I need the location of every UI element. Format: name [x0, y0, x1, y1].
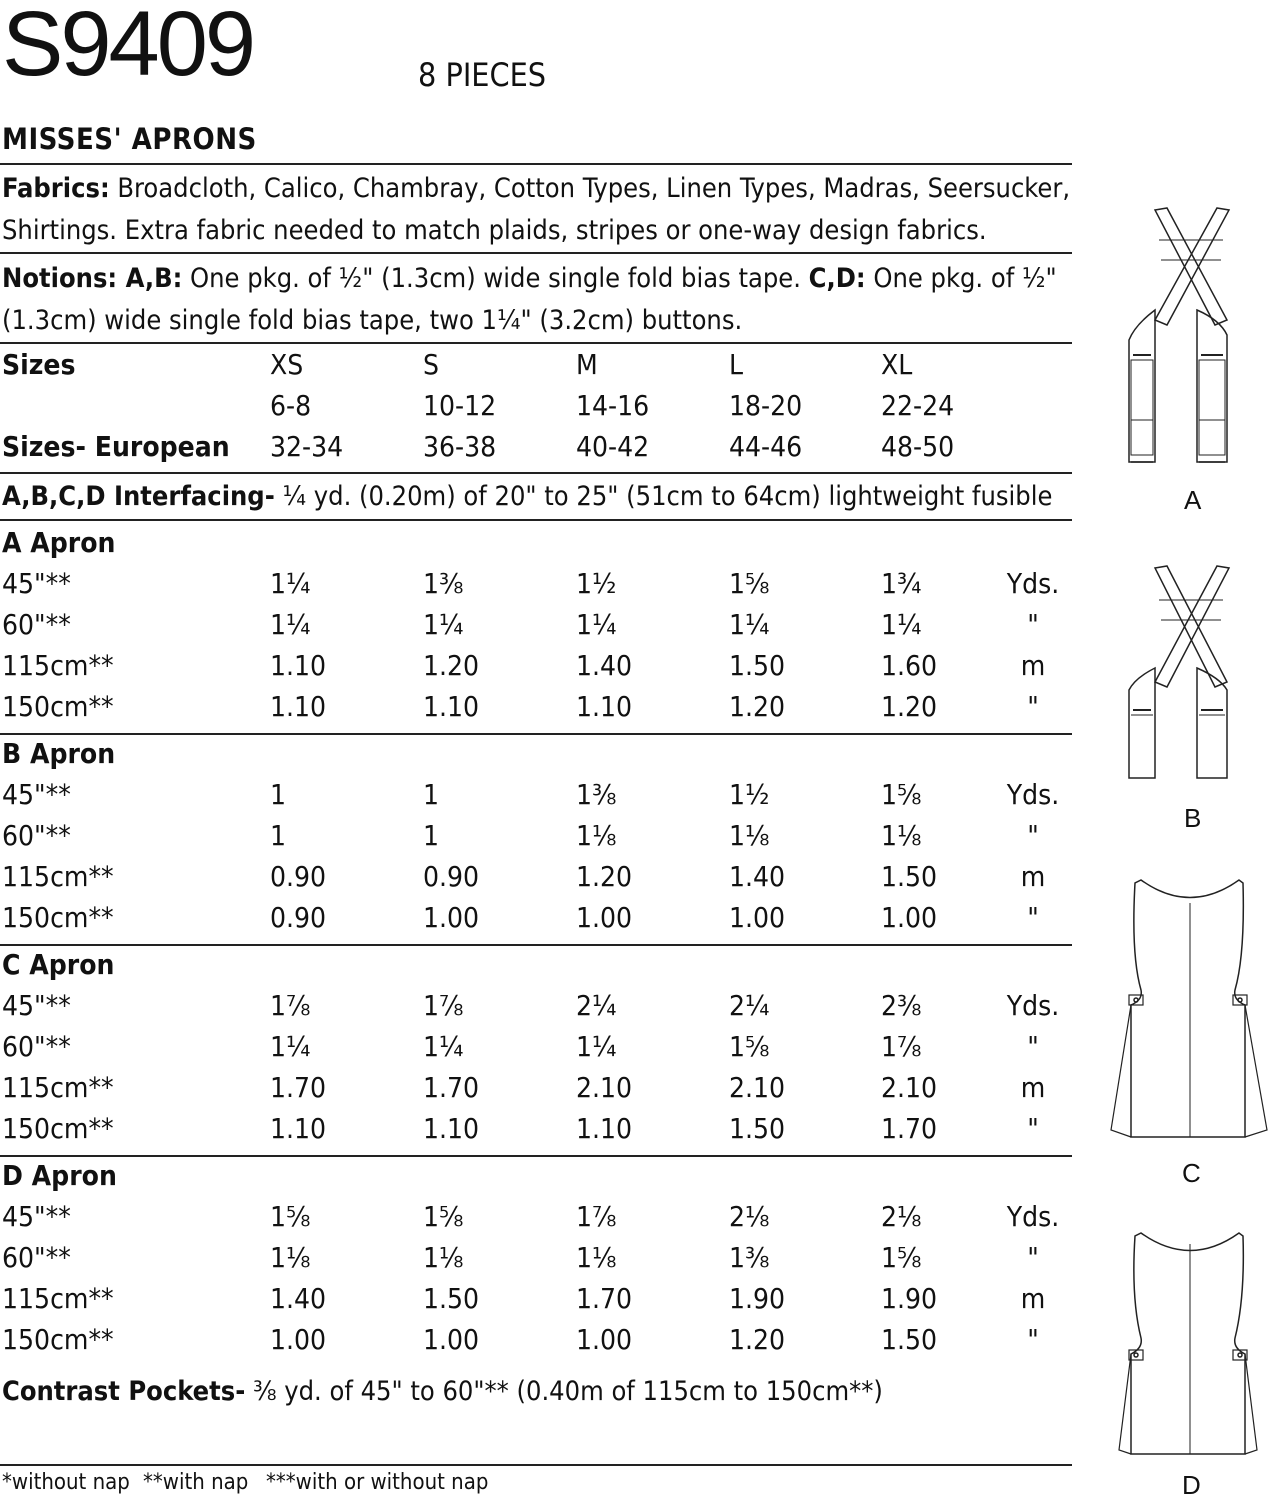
- fabric-width-label: 115cm**: [2, 1282, 114, 1315]
- divider: [0, 733, 1072, 735]
- yardage-unit: ": [1027, 901, 1039, 934]
- yardage-value: 1¼: [423, 608, 464, 641]
- yardage-value: 2⅛: [881, 1200, 922, 1233]
- yardage-value: 1.00: [423, 901, 480, 934]
- size-number: 18-20: [729, 389, 803, 422]
- yardage-unit: ": [1027, 1241, 1039, 1274]
- yardage-value: 0.90: [270, 901, 327, 934]
- fabric-width-label: 150cm**: [2, 1323, 114, 1356]
- yardage-value: 1.40: [729, 860, 786, 893]
- yardage-value: 1.50: [729, 649, 786, 682]
- interfacing-text: ¼ yd. (0.20m) of 20" to 25" (51cm to 64cm) lightweight fusible: [274, 481, 1053, 512]
- notions-text-1: One pkg. of ½" (1.3cm) wide single fold bias tape.: [182, 263, 809, 294]
- yardage-value: 1⅝: [881, 1241, 922, 1274]
- yardage-value: 1⅛: [423, 1241, 464, 1274]
- yardage-value: 1.90: [881, 1282, 938, 1315]
- yardage-value: 1⅝: [423, 1200, 464, 1233]
- footnote-with-nap: **with nap: [143, 1470, 249, 1495]
- yardage-value: 1⅝: [270, 1200, 311, 1233]
- fabric-width-label: 150cm**: [2, 901, 114, 934]
- view-d-illustration: [1105, 1228, 1275, 1460]
- yardage-unit: m: [1020, 1282, 1046, 1315]
- yardage-unit: m: [1020, 1071, 1046, 1104]
- notions-line-1: [2, 258, 1057, 300]
- yardage-value: 1.50: [729, 1112, 786, 1145]
- yardage-value: 2.10: [576, 1071, 633, 1104]
- view-a-illustration: [1115, 200, 1270, 470]
- pattern-code: S9409: [2, 0, 254, 95]
- yardage-value: 1.50: [423, 1282, 480, 1315]
- fabric-width-label: 60"**: [2, 1241, 71, 1274]
- fabrics-text-1: Broadcloth, Calico, Chambray, Cotton Types, Linen Types, Madras, Seersucker,: [109, 173, 1071, 204]
- yardage-value: 1⅝: [881, 778, 922, 811]
- yardage-unit: Yds.: [1006, 989, 1060, 1022]
- yardage-value: 1½: [729, 778, 770, 811]
- yardage-unit: m: [1020, 649, 1046, 682]
- yardage-value: 1⅝: [729, 1030, 770, 1063]
- section-title: D Apron: [2, 1159, 117, 1192]
- fabrics-line-1: [2, 168, 1070, 210]
- fabric-width-label: 45"**: [2, 567, 71, 600]
- yardage-value: 1¼: [270, 608, 311, 641]
- yardage-unit: ": [1027, 819, 1039, 852]
- yardage-value: 1¼: [270, 1030, 311, 1063]
- size-european: 36-38: [423, 430, 497, 463]
- yardage-value: 2.10: [881, 1071, 938, 1104]
- yardage-value: 1: [270, 819, 287, 852]
- yardage-value: 1.50: [881, 1323, 938, 1356]
- fabric-width-label: 60"**: [2, 608, 71, 641]
- yardage-value: 1⅜: [576, 778, 617, 811]
- notions-label-2: C,D:: [808, 263, 866, 294]
- interfacing-label: A,B,C,D Interfacing-: [2, 481, 275, 512]
- fabric-width-label: 45"**: [2, 778, 71, 811]
- yardage-value: 1½: [576, 567, 617, 600]
- yardage-value: 1.40: [270, 1282, 327, 1315]
- fabric-width-label: 150cm**: [2, 1112, 114, 1145]
- size-number: 14-16: [576, 389, 650, 422]
- yardage-value: 2.10: [729, 1071, 786, 1104]
- footnote-without-nap: *without nap: [2, 1470, 130, 1495]
- divider: [0, 1464, 1072, 1466]
- yardage-value: 1.10: [576, 690, 633, 723]
- yardage-value: 0.90: [270, 860, 327, 893]
- size-number: 10-12: [423, 389, 497, 422]
- yardage-value: 1⅛: [576, 819, 617, 852]
- divider: [0, 163, 1072, 165]
- yardage-value: 1.70: [270, 1071, 327, 1104]
- divider: [0, 472, 1072, 474]
- fabric-width-label: 45"**: [2, 1200, 71, 1233]
- yardage-value: 1.20: [729, 690, 786, 723]
- sizes-label: Sizes: [2, 348, 76, 381]
- yardage-value: 1¼: [423, 1030, 464, 1063]
- sizes-european-label: Sizes- European: [2, 430, 230, 463]
- divider: [0, 252, 1072, 254]
- yardage-value: 1.00: [423, 1323, 480, 1356]
- fabrics-line-2: Shirtings. Extra fabric needed to match plaids, stripes or one-way design fabrics.: [2, 215, 987, 246]
- yardage-value: 1⅜: [729, 1241, 770, 1274]
- divider: [0, 944, 1072, 946]
- view-d-label: D: [1182, 1470, 1201, 1500]
- yardage-value: 1: [270, 778, 287, 811]
- yardage-value: 1.70: [423, 1071, 480, 1104]
- yardage-value: 1.00: [576, 901, 633, 934]
- yardage-value: 1.70: [576, 1282, 633, 1315]
- yardage-unit: m: [1020, 860, 1046, 893]
- pattern-title: MISSES' APRONS: [2, 122, 257, 156]
- view-b-illustration: [1115, 560, 1270, 785]
- yardage-value: 1.20: [881, 690, 938, 723]
- yardage-value: 1.20: [576, 860, 633, 893]
- yardage-value: 1.10: [270, 1112, 327, 1145]
- yardage-value: 1.10: [576, 1112, 633, 1145]
- size-number: 6-8: [270, 389, 312, 422]
- yardage-value: 1⅛: [576, 1241, 617, 1274]
- contrast-pockets-text: ⅜ yd. of 45" to 60"** (0.40m of 115cm to 150cm**): [245, 1376, 883, 1407]
- yardage-value: 1.20: [423, 649, 480, 682]
- yardage-value: 1¾: [881, 567, 922, 600]
- fabric-width-label: 150cm**: [2, 690, 114, 723]
- yardage-value: 1.10: [270, 690, 327, 723]
- footnote-with-or-without-nap: ***with or without nap: [266, 1470, 489, 1495]
- yardage-value: 1⅞: [576, 1200, 617, 1233]
- yardage-value: 1⅞: [270, 989, 311, 1022]
- fabric-width-label: 115cm**: [2, 649, 114, 682]
- yardage-value: 1⅛: [729, 819, 770, 852]
- yardage-unit: Yds.: [1006, 1200, 1060, 1233]
- size-european: 32-34: [270, 430, 344, 463]
- yardage-value: 1⅞: [423, 989, 464, 1022]
- yardage-unit: ": [1027, 1030, 1039, 1063]
- yardage-unit: ": [1027, 608, 1039, 641]
- yardage-value: 1⅛: [270, 1241, 311, 1274]
- yardage-value: 1.40: [576, 649, 633, 682]
- contrast-pockets-line: [2, 1371, 883, 1413]
- yardage-unit: Yds.: [1006, 778, 1060, 811]
- contrast-pockets-label: Contrast Pockets-: [2, 1376, 246, 1407]
- fabrics-label: Fabrics:: [2, 173, 110, 204]
- divider: [0, 519, 1072, 521]
- fabric-width-label: 45"**: [2, 989, 71, 1022]
- view-b-label: B: [1184, 803, 1202, 833]
- size-letter: S: [423, 348, 439, 381]
- yardage-value: 1.90: [729, 1282, 786, 1315]
- section-title: A Apron: [2, 526, 116, 559]
- interfacing-line: [2, 476, 1052, 518]
- view-c-label: C: [1182, 1158, 1201, 1188]
- divider: [0, 342, 1072, 344]
- view-a-label: A: [1184, 485, 1202, 515]
- yardage-value: 1⅞: [881, 1030, 922, 1063]
- yardage-value: 1.10: [423, 1112, 480, 1145]
- yardage-value: 1.00: [729, 901, 786, 934]
- notions-label: Notions: A,B:: [2, 263, 183, 294]
- view-c-illustration: [1105, 875, 1275, 1145]
- size-letter: XL: [881, 348, 913, 381]
- yardage-value: 1: [423, 819, 440, 852]
- notions-line-2: (1.3cm) wide single fold bias tape, two 1¼" (3.2cm) buttons.: [2, 305, 743, 336]
- yardage-value: 1.60: [881, 649, 938, 682]
- yardage-value: 1⅜: [423, 567, 464, 600]
- yardage-unit: ": [1027, 690, 1039, 723]
- fabric-width-label: 60"**: [2, 1030, 71, 1063]
- yardage-value: 1.70: [881, 1112, 938, 1145]
- yardage-value: 1⅝: [729, 567, 770, 600]
- yardage-value: 2¼: [729, 989, 770, 1022]
- yardage-value: 2¼: [576, 989, 617, 1022]
- yardage-value: 1.10: [270, 649, 327, 682]
- yardage-value: 2⅛: [729, 1200, 770, 1233]
- size-letter: L: [729, 348, 744, 381]
- fabric-width-label: 115cm**: [2, 860, 114, 893]
- yardage-value: 0.90: [423, 860, 480, 893]
- yardage-value: 1.00: [576, 1323, 633, 1356]
- yardage-value: 1: [423, 778, 440, 811]
- yardage-value: 1¼: [576, 1030, 617, 1063]
- yardage-value: 1.00: [881, 901, 938, 934]
- section-title: B Apron: [2, 737, 116, 770]
- yardage-value: 1.50: [881, 860, 938, 893]
- yardage-value: 1.20: [729, 1323, 786, 1356]
- pieces-count: 8 PIECES: [418, 56, 547, 94]
- section-title: C Apron: [2, 948, 115, 981]
- size-number: 22-24: [881, 389, 955, 422]
- fabric-width-label: 115cm**: [2, 1071, 114, 1104]
- yardage-value: 1.00: [270, 1323, 327, 1356]
- divider: [0, 1155, 1072, 1157]
- yardage-value: 1¼: [881, 608, 922, 641]
- yardage-unit: ": [1027, 1112, 1039, 1145]
- yardage-value: 1¼: [729, 608, 770, 641]
- notions-text-2: One pkg. of ½": [865, 263, 1057, 294]
- yardage-unit: ": [1027, 1323, 1039, 1356]
- yardage-unit: Yds.: [1006, 567, 1060, 600]
- size-letter: M: [576, 348, 598, 381]
- size-european: 48-50: [881, 430, 955, 463]
- size-european: 44-46: [729, 430, 803, 463]
- yardage-value: 1¼: [270, 567, 311, 600]
- yardage-value: 1⅛: [881, 819, 922, 852]
- yardage-value: 1¼: [576, 608, 617, 641]
- fabric-width-label: 60"**: [2, 819, 71, 852]
- yardage-value: 2⅜: [881, 989, 922, 1022]
- size-european: 40-42: [576, 430, 650, 463]
- size-letter: XS: [270, 348, 304, 381]
- yardage-value: 1.10: [423, 690, 480, 723]
